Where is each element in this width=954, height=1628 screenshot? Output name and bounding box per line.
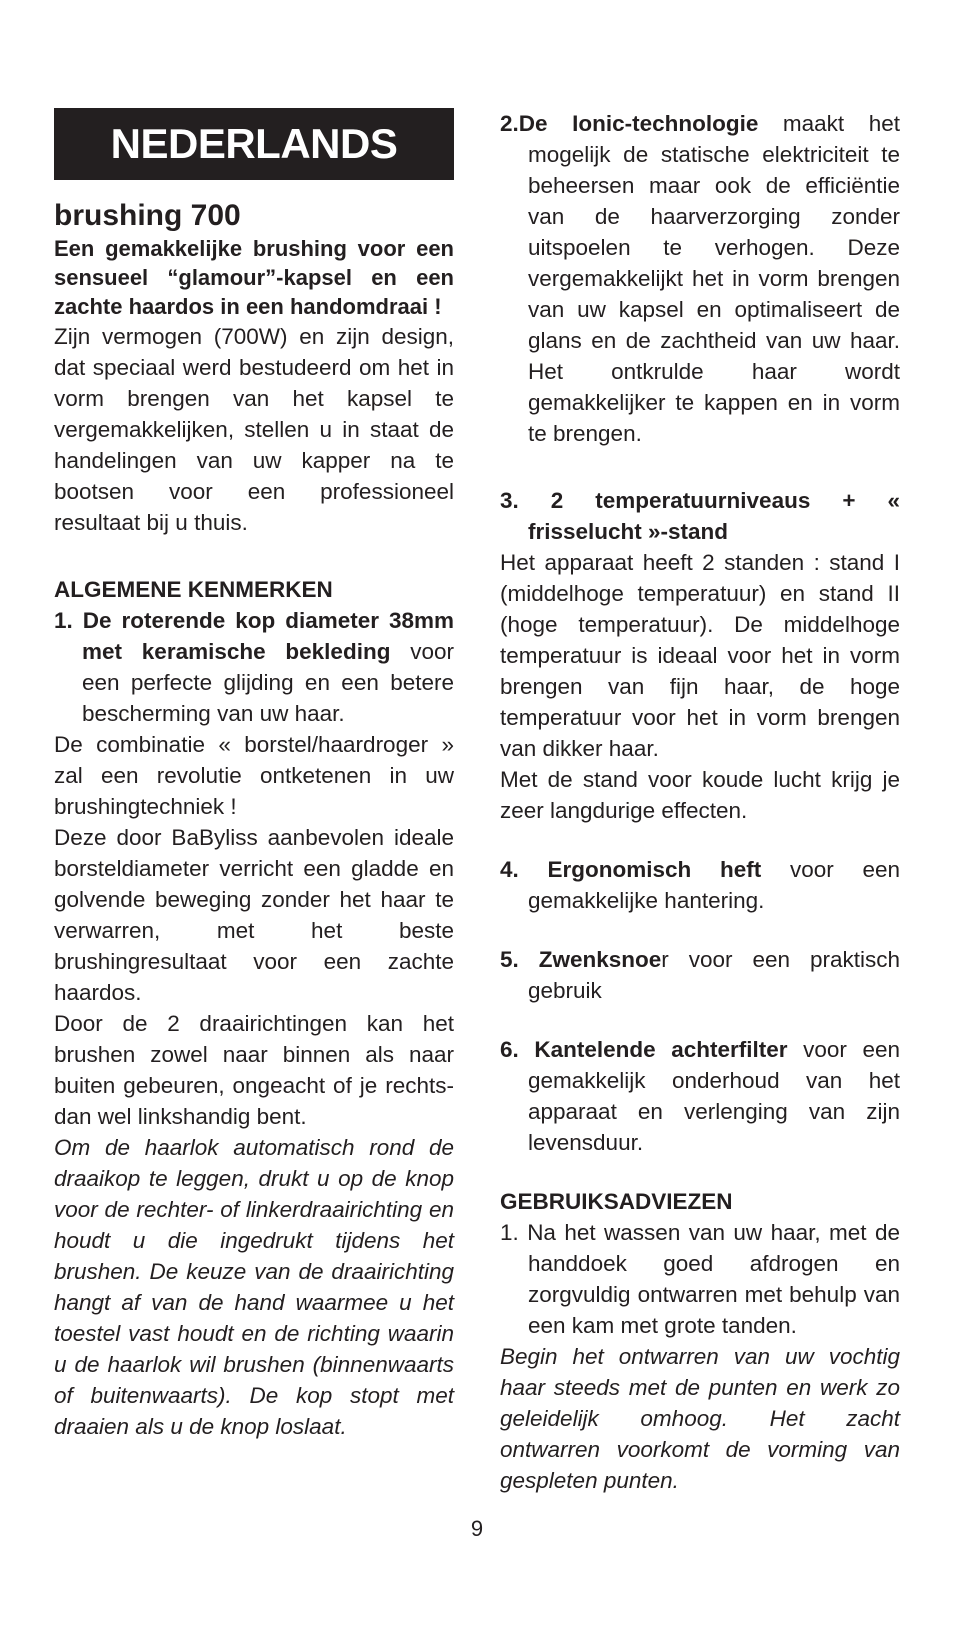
item-number: 2.	[500, 111, 519, 136]
item-title: De roterende kop diameter 38mm met keramische bekleding	[82, 608, 454, 664]
right-column	[500, 108, 900, 1496]
paragraph-italic-instructions: Om de haarlok automatisch rond de draaikop te leggen, drukt u op de knop voor de rechter- of linkerdraairichting en houdt u die ingedrukt tijdens het brushen. De keuze van de draairichting hangt af van de hand waarmee u het toestel vast houdt en de richting waarin u de haarlok wil brushen (binnenwaarts of buitenwaarts). De kop stopt met draaien als u de knop loslaat.	[54, 1135, 454, 1439]
section-heading-usage: GEBRUIKSADVIEZEN	[500, 1189, 733, 1214]
feature-item-3	[500, 485, 900, 547]
product-title: brushing 700	[54, 199, 241, 232]
paragraph-directions: Door de 2 draairichtingen kan het brushen zowel naar binnen als naar buiten gebeuren, ongeacht of je rechts- dan wel linkshandig bent.	[54, 1011, 454, 1129]
feature-item-1	[54, 605, 454, 729]
item-text: voor een gemakkelijk onderhoud van het apparaat en verlenging van zijn levensduur.	[528, 1037, 900, 1155]
feature-item-2	[500, 108, 900, 449]
item-number: 6.	[500, 1037, 519, 1062]
item-title: 2 temperatuurniveaus + « frisselucht »-stand	[528, 488, 900, 544]
feature-item-6	[500, 1034, 900, 1158]
paragraph-temperature: Het apparaat heeft 2 standen : stand I (middelhoge temperatuur) en stand II (hoge temperatuur). De middelhoge temperatuur is ideaal voor het in vorm brengen van fijn haar, de hoge temperatuur voor het in vorm brengen van dikker haar.	[500, 550, 900, 761]
page-number: 9	[470, 1516, 484, 1541]
item-number: 4.	[500, 857, 519, 882]
item-title: Kantelende achterfilter	[534, 1037, 788, 1062]
item-number: 5.	[500, 947, 519, 972]
paragraph-diameter: Deze door BaByliss aanbevolen ideale borsteldiameter verricht een gladde en golvende beweging zonder het haar te verwarren, met het beste brushingresultaat voor een zachte haardos.	[54, 825, 454, 1005]
intro-text: Een gemakkelijke brushing voor een sensueel “glamour”-kapsel en een zachte haardos in een handomdraai !	[54, 236, 454, 319]
item-title: Ergonomisch heft	[547, 857, 762, 882]
feature-item-4	[500, 854, 900, 916]
item-title: De Ionic-technologie	[518, 111, 759, 136]
item-text: r voor een praktisch gebruik	[528, 947, 900, 1003]
paragraph-combination: De combinatie « borstel/haardroger » zal een revolutie ontketenen in uw brushingtechniek !	[54, 732, 454, 819]
usage-tip-1	[500, 1217, 900, 1341]
item-number: 1.	[500, 1220, 519, 1245]
item-title: Zwenksnoe	[538, 947, 662, 972]
item-text: voor een gemakkelijke hantering.	[528, 857, 900, 913]
paragraph-power: Zijn vermogen (700W) en zijn design, dat speciaal werd bestudeerd om het in vorm brengen van het kapsel te vergemakkelijken, stellen u in staat de handelingen van uw kapper na te bootsen voor een professioneel resultaat bij u thuis.	[54, 324, 454, 535]
section-heading-features: ALGEMENE KENMERKEN	[54, 577, 333, 602]
feature-item-5	[500, 944, 900, 1006]
paragraph-italic-tip: Begin het ontwarren van uw vochtig haar steeds met de punten en werk zo geleidelijk omhoog. Het zacht ontwarren voorkomt de vorming van gespleten punten.	[500, 1344, 900, 1493]
item-text: voor een perfecte glijding en een betere bescherming van uw haar.	[82, 639, 454, 726]
left-column	[54, 108, 454, 1442]
item-text: maakt het mogelijk de statische elektriciteit te beheersen maar ook de efficiëntie van de haarverzorging zonder uitspoelen te verhogen. Deze vergemakkelijkt het in vorm brengen van uw kapsel en optimaliseert de glans en de zachtheid van uw haar. Het ontkrulde haar wordt gemakkelijker te kappen en in vorm te brengen.	[528, 111, 900, 446]
language-banner: NEDERLANDS	[54, 108, 454, 180]
item-text: Na het wassen van uw haar, met de handdoek goed afdrogen en zorgvuldig ontwarren met behulp van een kam met grote tanden.	[527, 1220, 900, 1338]
item-number: 1.	[54, 608, 73, 633]
item-number: 3.	[500, 488, 519, 513]
paragraph-cold-air: Met de stand voor koude lucht krijg je zeer langdurige effecten.	[500, 767, 900, 823]
